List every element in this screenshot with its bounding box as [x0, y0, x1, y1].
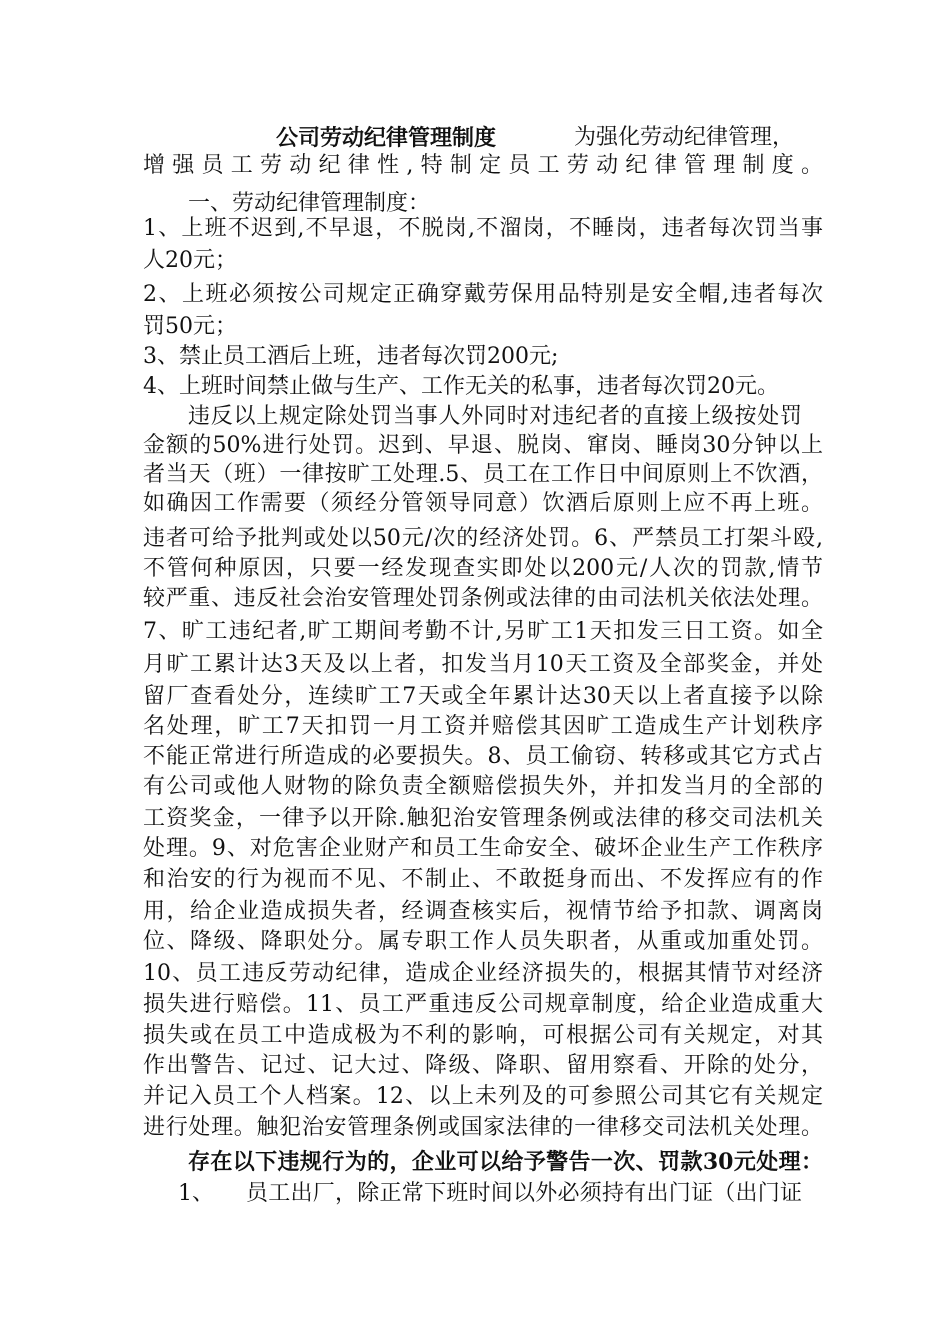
- text-line: 进行处理。触犯治安管理条例或国家法律的一律移交司法机关处理。: [143, 1115, 823, 1140]
- text-line: 增强员工劳动纪律性,特制定员工劳动纪律管理制度。: [143, 153, 823, 178]
- text-line: 2、上班必须按公司规定正确穿戴劳保用品特别是安全帽,违者每次: [143, 282, 823, 307]
- text-line: 3、禁止员工酒后上班，违者每次罚200元;: [143, 344, 559, 369]
- text-line: 损失进行赔偿。11、员工严重违反公司规章制度，给企业造成重大: [143, 992, 823, 1017]
- text-line: 违反以上规定除处罚当事人外同时对违纪者的直接上级按处罚: [188, 404, 802, 429]
- text-line: 月旷工累计达3天及以上者，扣发当月10天工资及全部奖金，并处: [143, 652, 823, 677]
- text-line: 位、降级、降职处分。属专职工作人员失职者，从重或加重处罚。: [143, 929, 823, 954]
- text-line: 工资奖金，一律予以开除.触犯治安管理条例或法律的移交司法机关: [143, 806, 823, 831]
- text-line: 有公司或他人财物的除负责全额赔偿损失外，并扣发当月的全部的: [143, 774, 823, 799]
- text-line: 作出警告、记过、记大过、降级、降职、留用察看、开除的处分，: [143, 1053, 823, 1078]
- text-line: 金额的50%进行处罚。迟到、早退、脱岗、窜岗、睡岗30分钟以上: [143, 433, 823, 458]
- text-line: 违者可给予批判或处以50元/次的经济处罚。6、严禁员工打架斗殴,: [143, 526, 823, 551]
- text-line: 较严重、违反社会治安管理处罚条例或法律的由司法机关依法处理。: [143, 586, 823, 611]
- text-line: 和治安的行为视而不见、不制止、不敢挺身而出、不发挥应有的作: [143, 867, 823, 892]
- text-line: 留厂查看处分，连续旷工7天或全年累计达30天以上者直接予以除: [143, 684, 823, 709]
- text-line: 如确因工作需要（须经分管领导同意）饮酒后原则上应不再上班。: [143, 491, 823, 516]
- text-line: 7、旷工违纪者,旷工期间考勤不计,另旷工1天扣发三日工资。如全: [143, 619, 823, 644]
- intro-text-start: 为强化劳动纪律管理，: [574, 125, 795, 150]
- text-line: 员工出厂，除正常下班时间以外必须持有出门证（出门证: [246, 1181, 802, 1206]
- bold-subheading: 存在以下违规行为的，企业可以给予警告一次、罚款30元处理：: [188, 1149, 823, 1175]
- text-line: 并记入员工个人档案。12、以上未列及的可参照公司其它有关规定: [143, 1084, 823, 1109]
- text-line: 10、员工违反劳动纪律，造成企业经济损失的，根据其情节对经济: [143, 961, 823, 986]
- text-line: 用，给企业造成损失者，经调查核实后，视情节给予扣款、调离岗: [143, 899, 823, 924]
- text-line: 不能正常进行所造成的必要损失。8、员工偷窃、转移或其它方式占: [143, 744, 823, 769]
- text-line: 处理。9、对危害企业财产和员工生命安全、破坏企业生产工作秩序: [143, 836, 823, 861]
- list-number: 1、: [178, 1181, 214, 1206]
- text-line: 名处理，旷工7天扣罚一月工资并赔偿其因旷工造成生产计划秩序: [143, 714, 823, 739]
- text-line: 罚50元；: [143, 314, 237, 339]
- text-line: 人20元；: [143, 248, 237, 273]
- document-title: 公司劳动纪律管理制度: [276, 125, 497, 151]
- text-line: 损失或在员工中造成极为不利的影响，可根据公司有关规定，对其: [143, 1023, 823, 1048]
- text-line: 不管何种原因，只要一经发现查实即处以200元/人次的罚款,情节: [143, 556, 823, 581]
- text-line: 4、上班时间禁止做与生产、工作无关的私事，违者每次罚20元。: [143, 374, 779, 399]
- text-line: 者当天（班）一律按旷工处理.5、员工在工作日中间原则上不饮酒，: [143, 462, 823, 487]
- text-line: 1、上班不迟到,不早退，不脱岗,不溜岗，不睡岗，违者每次罚当事: [143, 216, 823, 241]
- section-heading: 一、劳动纪律管理制度：: [188, 191, 431, 216]
